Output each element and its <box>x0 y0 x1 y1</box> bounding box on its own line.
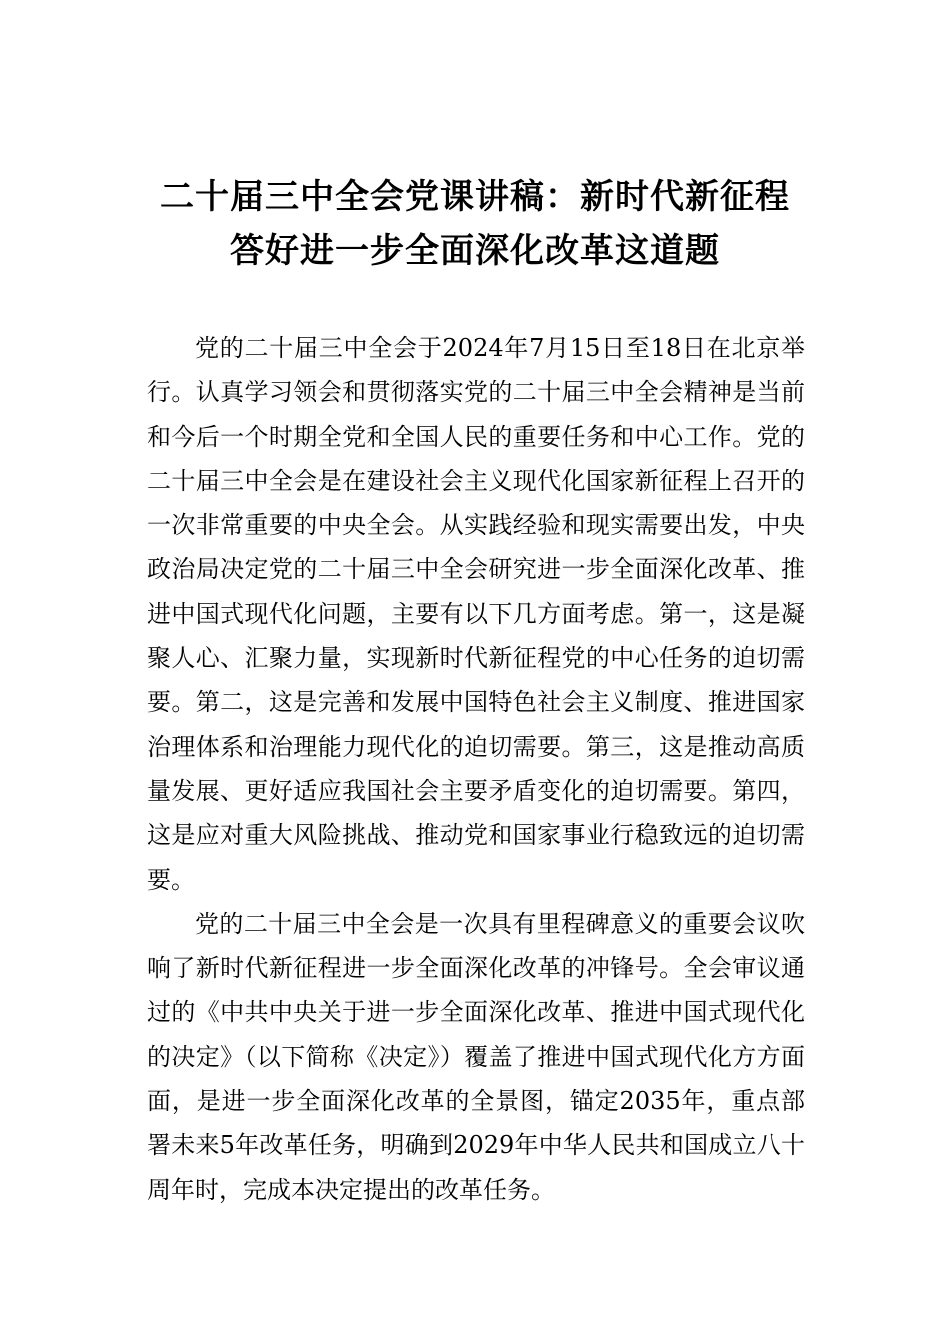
title-line-1: 二十届三中全会党课讲稿：新时代新征程 <box>160 177 790 217</box>
title-line-2: 答好进一步全面深化改革这道题 <box>230 231 720 271</box>
paragraph-2: 党的二十届三中全会是一次具有里程碑意义的重要会议吹响了新时代新征程进一步全面深化改革的冲锋号。全会审议通过的《中共中央关于进一步全面深化改革、推进中国式现代化的决定》（以下简称《决定》）覆盖了推进中国式现代化方方面面，是进一步全面深化改革的全景图，锚定2035年，重点部署未来5年改革任务，明确到2029年中华人民共和国成立八十周年时，完成本决定提出的改革任务。 <box>147 909 805 1204</box>
document-title <box>100 170 850 278</box>
paragraph-1: 党的二十届三中全会于2024年7月15日至18日在北京举行。认真学习领会和贯彻落实党的二十届三中全会精神是当前和今后一个时期全党和全国人民的重要任务和中心工作。党的二十届三中全会是在建设社会主义现代化国家新征程上召开的一次非常重要的中央全会。从实践经验和现实需要出发，中央政治局决定党的二十届三中全会研究进一步全面深化改革、推进中国式现代化问题，主要有以下几方面考虑。第一，这是凝聚人心、汇聚力量，实现新时代新征程党的中心任务的迫切需要。第二，这是完善和发展中国特色社会主义制度、推进国家治理体系和治理能力现代化的迫切需要。第三，这是推动高质量发展、更好适应我国社会主要矛盾变化的迫切需要。第四，这是应对重大风险挑战、推动党和国家事业行稳致远的迫切需要。 <box>147 334 805 894</box>
document-body <box>147 326 805 1212</box>
